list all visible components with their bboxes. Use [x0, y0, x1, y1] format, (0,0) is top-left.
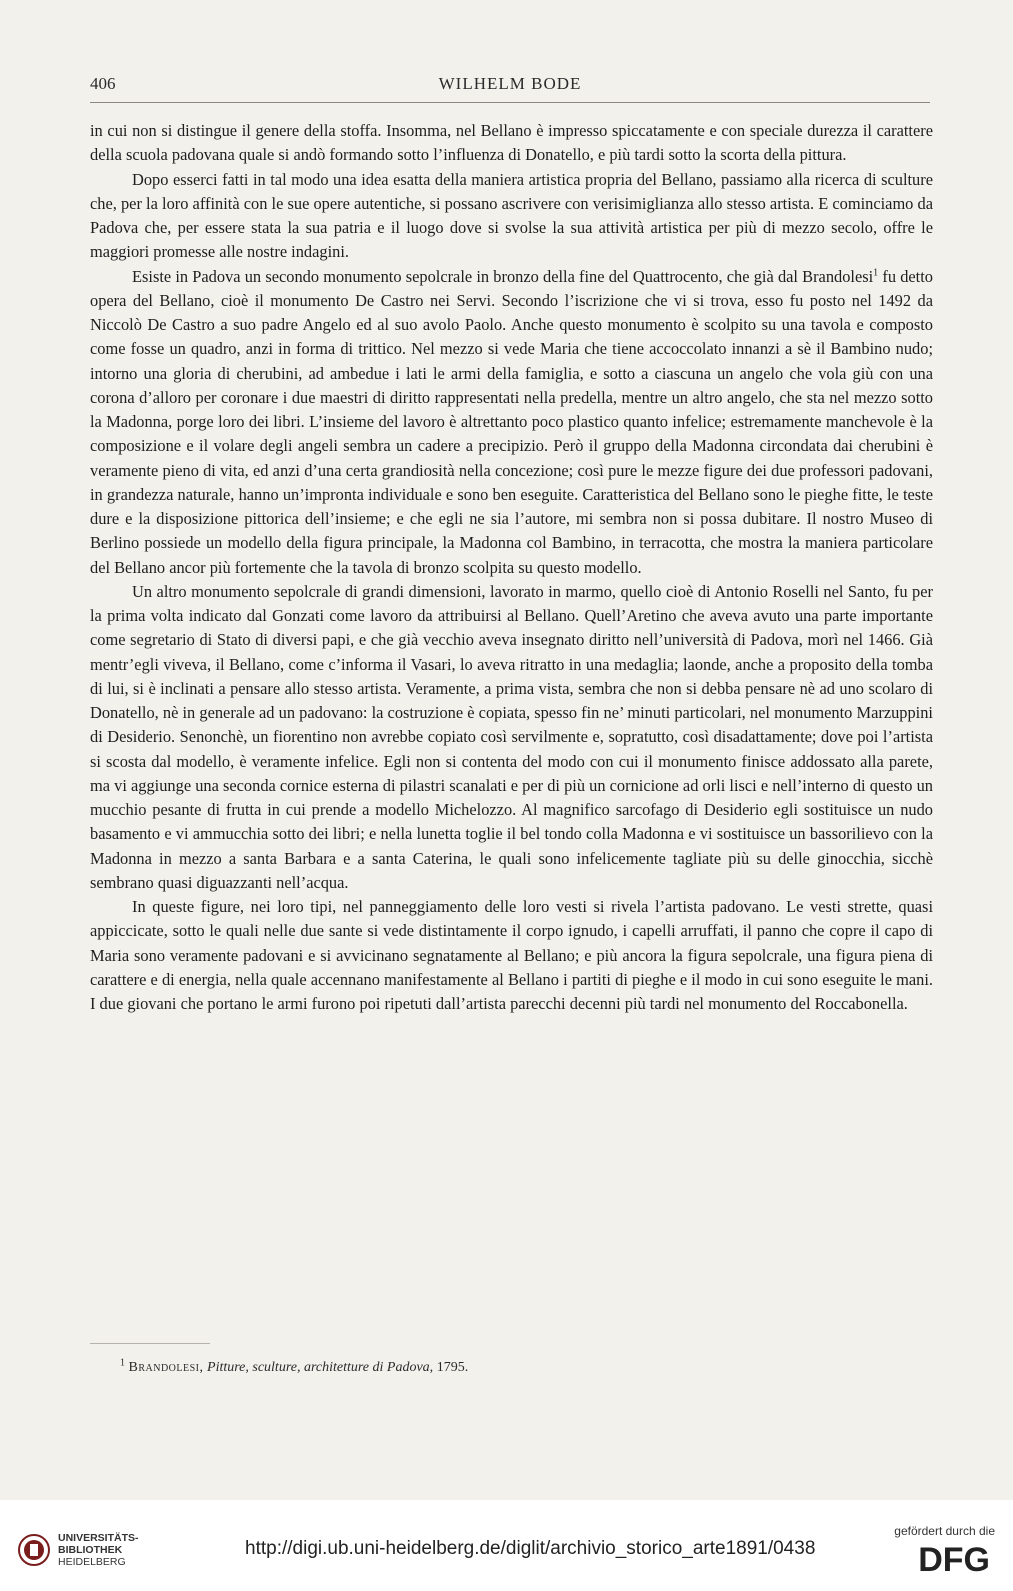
dfg-logo-text: DFG — [918, 1542, 991, 1574]
library-name-line-1: UNIVERSITÄTS- — [58, 1532, 139, 1544]
paragraph-3-lead: Esiste in Padova un secondo monumento sepolcrale in bronzo della fine del Quattrocento, che già dal Brandolesi — [132, 266, 874, 286]
paragraph-5: In queste figure, nei loro tipi, nel panneggiamento delle loro vesti si rivela l’artista padovano. Le vesti strette, quasi appiccicate, sotto le quali nelle due sante si vede distintamente il corpo ignudo, i capelli arruffati, il panno che copre il capo di Maria sono veramente padovani e si avvicinano segnatamente al Bellano; e più ancora la figura sepolcrale, una figura piena di carattere e di energia, nella quale accennano manifestamente al Bellano i partiti di pieghe e il modo in cui sono eseguite le mani. I due giovani che portano le armi furono poi ripetuti dall’artista parecchi decenni più tardi nel monumento del Roccabonella. — [90, 897, 933, 1013]
running-title: WILHELM BODE — [438, 74, 582, 93]
paragraph-2: Dopo esserci fatti in tal modo una idea esatta della maniera artistica propria del Bellano, passiamo alla ricerca di sculture che, per la loro affinità con le sue opere autentiche, si possano ascrivere con verisimiglianza allo stesso artista. E cominciamo da Padova che, per essere stata la sua patria e il luogo dove si svolse la sua attività artistica per più di mezzo secolo, offre le maggiori promesse alle nostre indagini. — [90, 169, 933, 262]
body-text — [90, 119, 933, 1016]
footnote-year: 1795. — [436, 1360, 469, 1375]
dfg-logo-icon — [894, 1542, 990, 1574]
paragraph-3 — [90, 265, 933, 580]
paragraph-3-lead-continued: fu detto opera del Bellano, cioè il monumento De Castro nei Servi. — [90, 266, 933, 310]
page-header — [90, 70, 930, 103]
footnote-author: Brandolesi, — [128, 1360, 204, 1375]
sponsor-label: gefördert durch die — [894, 1524, 995, 1538]
paragraph-4: Un altro monumento sepolcrale di grandi dimensioni, lavorato in marmo, quello cioè di Antonio Roselli nel Santo, fu per la prima volta indicato dal Gonzati come lavoro da attribuirsi al Bellano. Quell’Aretino che aveva avuto una parte importante come segretario di Stato di diversi papi, e che già vecchio aveva insegnato diritto nell’università di Padova, morì nel 1466. Già mentr’egli viveva, il Bellano, come c’informa il Vasari, lo aveva ritratto in una medaglia; laonde, anche a proposito della tomba di lui, si è inclinati a pensare allo stesso artista. Veramente, a prima vista, sembra che non si debba pensare nè ad uno scolaro di Donatello, nè in generale ad un padovano: la costruzione è copiata, spesso fin ne’ minuti particolari, nel monumento Marzuppini di Desiderio. Senonchè, un fiorentino non avrebbe copiato così servilmente e, sopratutto, così disadattamente; dove poi l’artista si scosta dal modello, è veramente infelice. Egli non si contenta del modo con cui il monumento finisce addossato alla parete, ma vi aggiunge una seconda cornice esterna di pilastri scanalati e per di più un cornicione ad orli lisci e nell’interno di questo un mucchio pesante di frutta in cui prende a modello Michelozzo. Al magnifico sarcofago di Desiderio egli sostituisce un nudo basamento e vi ammucchia sotto dei libri; e nella lunetta toglie il bel tondo colla Madonna e vi sostituisce un bassorilievo con la Madonna in mezzo a santa Barbara e a santa Caterina, le quali sono infelicemente tagliate più su delle ginocchia, sicchè sembrano quasi diguazzanti nell’acqua. — [90, 581, 933, 892]
university-library-logo-icon — [18, 1534, 50, 1566]
document-url-link[interactable]: http://digi.ub.uni-heidelberg.de/diglit/archivio_storico_arte1891/0438 — [245, 1538, 816, 1559]
library-name-line-3: HEIDELBERG — [58, 1556, 126, 1568]
footnote-title: Pitture, sculture, architetture di Padova, — [207, 1360, 434, 1375]
footnote-divider — [90, 1343, 210, 1344]
paragraph-1: in cui non si distingue il genere della stoffa. Insomma, nel Bellano è impresso spiccatamente e con speciale durezza il carattere della scuola padovana quale si andò formando sotto l’influenza di Donatello, e più tardi sotto la scorta della pittura. — [90, 121, 933, 165]
library-name-line-2: BIBLIOTHEK — [58, 1544, 123, 1556]
footnote-mark: 1 — [120, 1357, 125, 1369]
page-number: 406 — [90, 74, 116, 93]
paragraph-3-rest: Secondo l’iscrizione che vi si trova, esso fu posto nel 1492 da Niccolò De Castro a suo padre Angelo ed al suo avolo Paolo. Anche questo monumento è scolpito su una tavola e composto come fosse un quadro, anzi in forma di trittico. Nel mezzo si vede Maria che tiene accoccolato innanzi a sè il Bambino nudo; intorno una gloria di cherubini, ad ambedue i lati le armi della famiglia, e sotto a ciascuna un angelo che vola giù con una corona d’alloro per coronare i due maestri di diritto rappresentati nella predella, mentre un altro angelo, che sta nel mezzo sotto la Madonna, porge loro dei libri. L’insieme del lavoro è altrettanto poco plastico quanto infelice; estremamente manchevole è la composizione e il volare degli angeli sembra un cadere a precipizio. Però il gruppo della Madonna circondata dai cherubini è veramente pieno di vita, ed anzi d’una certa grandiosità nella concezione; così pure le mezze figure dei due professori padovani, in grandezza naturale, hanno un’impronta individuale e sono ben eseguite. Caratteristica del Bellano sono le pieghe fitte, le teste dure e la disposizione pittorica dell’insieme; e che egli ne sia l’autore, mi sembra non si possa dubitare. Il nostro Museo di Berlino possiede un modello della figura principale, la Madonna col Bambino, in terracotta, che mostra la maniera particolare del Bellano ancor più fortemente che la tavola di bronzo scolpita su questo modello. — [90, 290, 933, 577]
footnote — [120, 1357, 920, 1376]
sponsor-block — [894, 1524, 995, 1574]
footer-bar — [0, 1500, 1013, 1591]
library-name — [58, 1532, 139, 1568]
footnote-reference: 1 — [873, 267, 879, 279]
